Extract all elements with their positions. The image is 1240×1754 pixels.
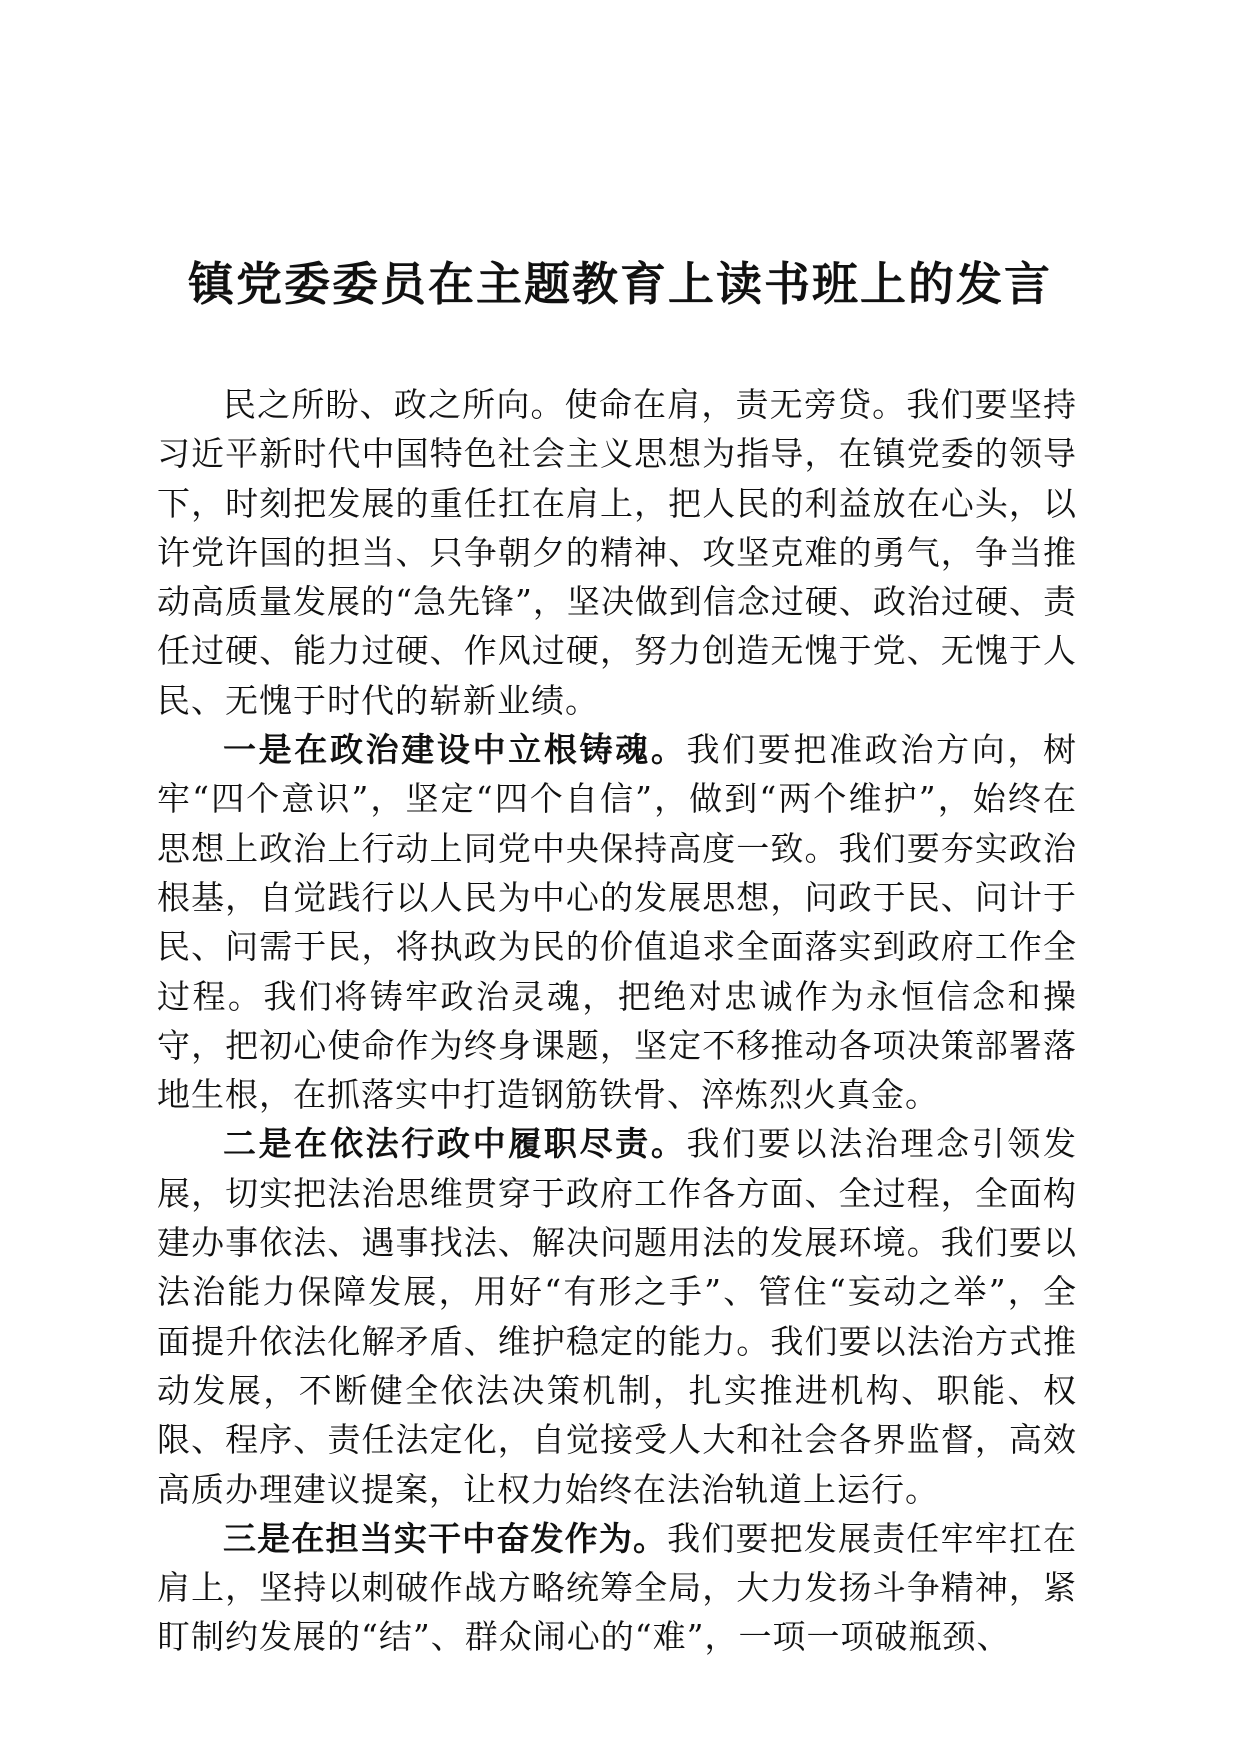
section-heading: 一是在政治建设中立根铸魂。 [223, 730, 687, 770]
paragraph-text: 民之所盼、政之所向。使命在肩，责无旁贷。我们要坚持习近平新时代中国特色社会主义思想为指导，在镇党委的领导下，时刻把发展的重任扛在肩上，把人民的利益放在心头，以许党许国的担当、只争朝夕的精神、攻坚克难的勇气，争当推动高质量发展的“急先锋”，坚决做到信念过硬、政治过硬、责任过硬、能力过硬、作风过硬，努力创造无愧于党、无愧于人民、无愧于时代的崭新业绩。 [157, 385, 1077, 720]
intro-paragraph [157, 380, 1077, 725]
paragraph-text: 我们要把发展责任牢牢扛在肩上，坚持以刺破作战方略统筹全局，大力发扬斗争精神，紧盯制约发展的“结”、群众闹心的“难”，一项一项破瓶颈、 [157, 1518, 1078, 1657]
paragraph-text: 我们要以法治理念引领发展，切实把法治思维贯穿于政府工作各方面、全过程，全面构建办事依法、遇事找法、解决问题用法的发展环境。我们要以法治能力保障发展，用好“有形之手”、管住“妄动之举”，全面提升依法化解矛盾、维护稳定的能力。我们要以法治方式推动发展，不断健全依法决策机制，扎实推进机构、职能、权限、程序、责任法定化，自觉接受人大和社会各界监督，高效高质办理建议提案，让权力始终在法治轨道上运行。 [157, 1124, 1078, 1509]
section-paragraph-2 [157, 1119, 1077, 1513]
section-paragraph-3 [157, 1514, 1077, 1662]
section-heading: 三是在担当实干中奋发作为。 [223, 1518, 668, 1558]
document-title: 镇党委委员在主题教育上读书班上的发言 [188, 257, 1052, 311]
section-paragraph-1 [157, 725, 1077, 1119]
paragraph-text: 我们要把准政治方向，树牢“四个意识”，坚定“四个自信”，做到“两个维护”，始终在思想上政治上行动上同党中央保持高度一致。我们要夯实政治根基，自觉践行以人民为中心的发展思想，问政于民、问计于民、问需于民，将执政为民的价值追求全面落实到政府工作全过程。我们将铸牢政治灵魂，把绝对忠诚作为永恒信念和操守，把初心使命作为终身课题，坚定不移推动各项决策部署落地生根，在抓落实中打造钢筋铁骨、淬炼烈火真金。 [157, 730, 1078, 1115]
document-body [157, 380, 1077, 1662]
section-heading: 二是在依法行政中履职尽责。 [223, 1124, 687, 1164]
